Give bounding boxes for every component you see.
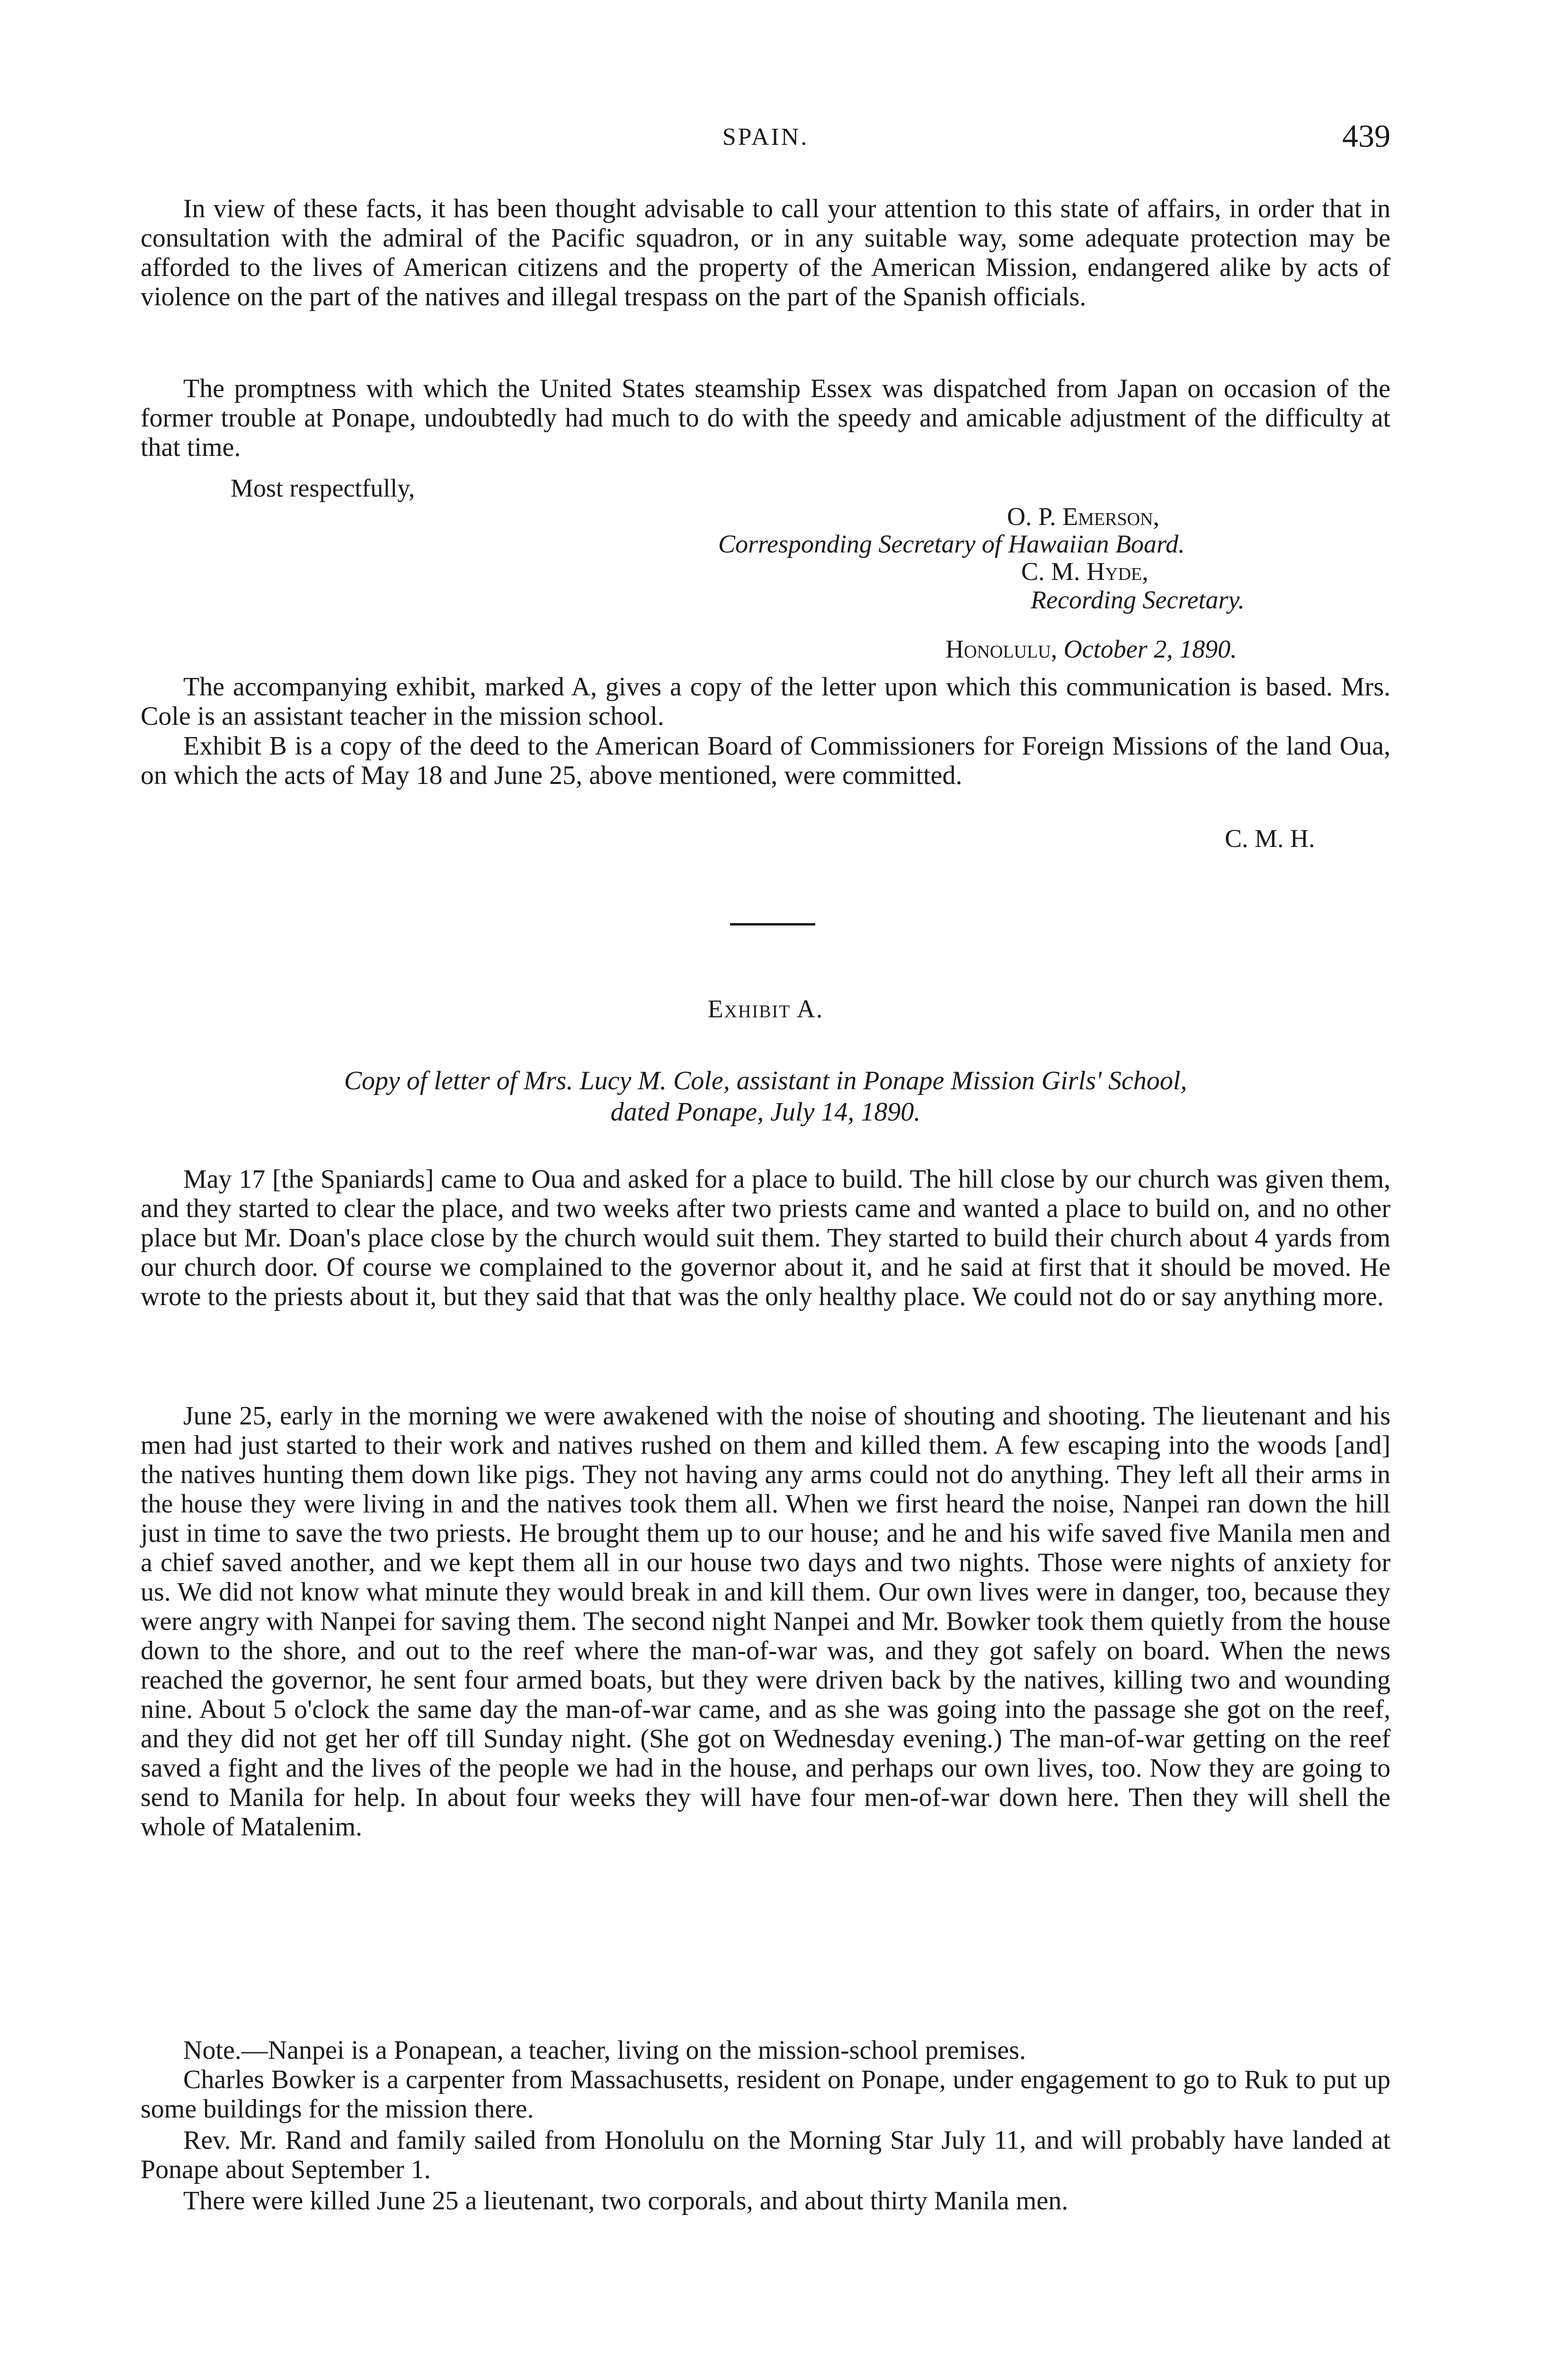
letter-paragraph-2: The promptness with which the United States steamship Essex was dispatched from Japan on occasion of the former trouble at Ponape, undoubtedly had much to do with the speedy and amicable adjustment of the difficulty at that time. (141, 374, 1390, 462)
exhibit-paragraph-1: May 17 [the Spaniards] came to Oua and asked for a place to build. The hill close by our church was given them, and they started to clear the place, and two weeks after two priests came and wanted a place to build on, and no other place but Mr. Doan's place close by the church would suit them. They started to build their church about 4 yards from our church door. Of course we complained to the governor about it, and he said at first that it should be moved. He wrote to the priests about it, but they said that that was the only healthy place. We could not do or say anything more. (141, 1165, 1390, 1311)
signer-2-name (1021, 557, 1149, 586)
signer-1-name-text: O. P. Emerson, (1007, 502, 1159, 531)
note-killed: There were killed June 25 a lieutenant, two corporals, and about thirty Manila men. (183, 2186, 1069, 2216)
section-divider (730, 923, 815, 925)
letter-paragraph-1: In view of these facts, it has been thought advisable to call your attention to this state of affairs, in order that in consultation with the admiral of the Pacific squadron, or in any suitable way, some adequate protection may be afforded to the lives of American citizens and the property of the American Mission, endangered alike by acts of violence on the part of the natives and illegal trespass on the part of the Spanish officials. (141, 194, 1390, 311)
note-rand: Rev. Mr. Rand and family sailed from Honolulu on the Morning Star July 11, and will probably have landed at Ponape about September 1. (141, 2126, 1390, 2184)
signer-1-title: Corresponding Secretary of Hawaiian Board. (718, 530, 1185, 558)
dateline-date: October 2, 1890. (1063, 635, 1237, 663)
dateline (945, 634, 1237, 664)
signer-1-name (1007, 502, 1159, 531)
running-head (141, 114, 1390, 156)
exhibit-paragraph-2: June 25, early in the morning we were awakened with the noise of shouting and shooting. The lieutenant and his men had just started to their work and natives rushed on them and killed them. A few escaping into the woods [and] the natives hunting them down like pigs. They not having any arms could not do anything. They left all their arms in the house they were living in and the natives took them all. When we first heard the noise, Nanpei ran down the hill just in time to save the two priests. He brought them up to our house; and he and his wife saved five Manila men and a chief saved another, and we kept them all in our house two days and two nights. Those were nights of anxiety for us. We did not know what minute they would break in and kill them. Our own lives were in danger, too, because they were angry with Nanpei for saving them. The second night Nanpei and Mr. Bowker took them quietly from the house down to the shore, and out to the reef where the man-of-war was, and they got safely on board. When the news reached the governor, he sent four armed boats, but they were driven back by the natives, killing two and wounding nine. About 5 o'clock the same day the man-of-war came, and as she was going into the passage she got on the reef, and they did not get her off till Sunday night. (She got on Wednesday evening.) The man-of-war getting on the reef saved a fight and the lives of the people we had in the house, and perhaps our own lives, too. Now they are going to send to Manila for help. In about four weeks they will have four men-of-war down here. Then they will shell the whole of Matalenim. (141, 1401, 1390, 1842)
signer-2-name-text: C. M. Hyde, (1021, 557, 1149, 586)
postscript-paragraph-2: Exhibit B is a copy of the deed to the American Board of Commissioners for Foreign Missions of the land Oua, on which the acts of May 18 and June 25, above mentioned, were committed. (141, 731, 1390, 790)
exhibit-caption (141, 1065, 1390, 1128)
running-title: SPAIN. (722, 124, 809, 151)
document-page (141, 0, 1390, 2367)
postscript-initials: C. M. H. (1225, 824, 1315, 853)
note-paragraph: Note.—Nanpei is a Ponapean, a teacher, living on the mission-school premises. (183, 2036, 1026, 2065)
exhibit-caption-line-2: dated Ponape, July 14, 1890. (610, 1097, 921, 1127)
postscript-paragraph-1: The accompanying exhibit, marked A, gives a copy of the letter upon which this communication is based. Mrs. Cole is an assistant teacher in the mission school. (141, 672, 1390, 731)
exhibit-heading: Exhibit A. (707, 995, 824, 1023)
signer-2-title: Recording Secretary. (1031, 586, 1245, 614)
dateline-place: Honolulu, (945, 635, 1058, 663)
exhibit-caption-line-1: Copy of letter of Mrs. Lucy M. Cole, assistant in Ponape Mission Girls' School, (344, 1066, 1187, 1095)
page-number: 439 (1342, 118, 1390, 154)
closing: Most respectfully, (231, 474, 415, 502)
note-bowker: Charles Bowker is a carpenter from Massachusetts, resident on Ponape, under engagement to go to Ruk to put up some buildings for the mission there. (141, 2065, 1390, 2124)
